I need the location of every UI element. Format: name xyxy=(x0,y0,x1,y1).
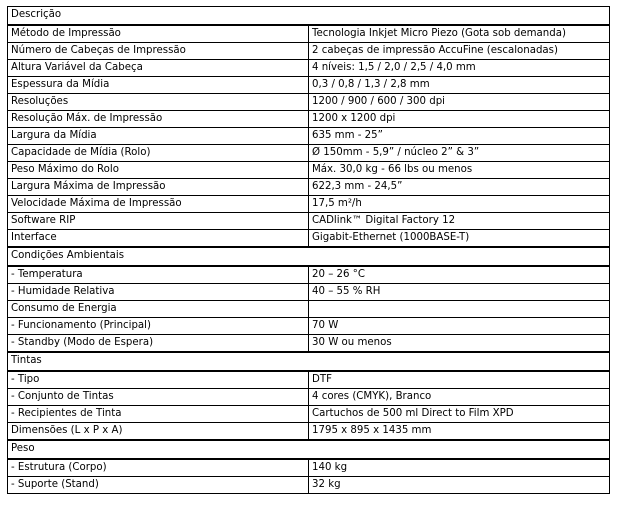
spec-label: - Estrutura (Corpo) xyxy=(8,459,309,477)
spec-value xyxy=(309,301,610,318)
spec-label: - Suporte (Stand) xyxy=(8,477,309,494)
spec-row xyxy=(8,213,610,230)
spec-value: Cartuchos de 500 ml Direct to Film XPD xyxy=(309,406,610,423)
spec-row xyxy=(8,111,610,128)
spec-row xyxy=(8,284,610,301)
spec-label: - Funcionamento (Principal) xyxy=(8,318,309,335)
spec-label: Consumo de Energia xyxy=(8,301,309,318)
spec-value: 1200 x 1200 dpi xyxy=(309,111,610,128)
spec-value: CADlink™ Digital Factory 12 xyxy=(309,213,610,230)
spec-label: - Humidade Relativa xyxy=(8,284,309,301)
spec-row xyxy=(8,389,610,406)
spec-value: 622,3 mm - 24,5” xyxy=(309,179,610,196)
spec-row xyxy=(8,301,610,318)
section-header: Tintas xyxy=(8,352,610,371)
spec-value: DTF xyxy=(309,371,610,389)
spec-label: Peso Máximo do Rolo xyxy=(8,162,309,179)
spec-row xyxy=(8,77,610,94)
spec-label: - Conjunto de Tintas xyxy=(8,389,309,406)
spec-row xyxy=(8,145,610,162)
spec-value: 30 W ou menos xyxy=(309,335,610,353)
spec-label: Número de Cabeças de Impressão xyxy=(8,43,309,60)
spec-label: Largura da Mídia xyxy=(8,128,309,145)
spec-row xyxy=(8,371,610,389)
spec-value: 40 – 55 % RH xyxy=(309,284,610,301)
spec-label: Resoluções xyxy=(8,94,309,111)
spec-row xyxy=(8,179,610,196)
spec-label: - Temperatura xyxy=(8,266,309,284)
spec-row xyxy=(8,60,610,77)
spec-label: Resolução Máx. de Impressão xyxy=(8,111,309,128)
spec-label: Software RIP xyxy=(8,213,309,230)
spec-row xyxy=(8,196,610,213)
spec-value: 635 mm - 25” xyxy=(309,128,610,145)
spec-value: 0,3 / 0,8 / 1,3 / 2,8 mm xyxy=(309,77,610,94)
spec-value: 17,5 m²/h xyxy=(309,196,610,213)
section-header: Condições Ambientais xyxy=(8,247,610,266)
section-header-row xyxy=(8,7,610,26)
spec-row xyxy=(8,335,610,353)
spec-label: Largura Máxima de Impressão xyxy=(8,179,309,196)
spec-row xyxy=(8,94,610,111)
spec-label: Velocidade Máxima de Impressão xyxy=(8,196,309,213)
spec-value: 2 cabeças de impressão AccuFine (escalonadas) xyxy=(309,43,610,60)
spec-row xyxy=(8,266,610,284)
section-header-row xyxy=(8,440,610,459)
spec-value: 32 kg xyxy=(309,477,610,494)
spec-value: Máx. 30,0 kg - 66 lbs ou menos xyxy=(309,162,610,179)
section-header-row xyxy=(8,352,610,371)
section-header-row xyxy=(8,247,610,266)
spec-label: Método de Impressão xyxy=(8,25,309,43)
spec-row xyxy=(8,230,610,248)
spec-label: Capacidade de Mídia (Rolo) xyxy=(8,145,309,162)
spec-row xyxy=(8,162,610,179)
spec-row xyxy=(8,43,610,60)
spec-value: 1200 / 900 / 600 / 300 dpi xyxy=(309,94,610,111)
spec-value: 140 kg xyxy=(309,459,610,477)
spec-value: 20 – 26 °C xyxy=(309,266,610,284)
spec-row xyxy=(8,459,610,477)
spec-value: Tecnologia Inkjet Micro Piezo (Gota sob demanda) xyxy=(309,25,610,43)
spec-label: Interface xyxy=(8,230,309,248)
spec-row xyxy=(8,128,610,145)
spec-row xyxy=(8,406,610,423)
spec-table xyxy=(7,6,610,494)
spec-label: Dimensões (L x P x A) xyxy=(8,423,309,441)
section-header: Peso xyxy=(8,440,610,459)
spec-value: Ø 150mm - 5,9” / núcleo 2” & 3” xyxy=(309,145,610,162)
spec-row xyxy=(8,477,610,494)
spec-label: Espessura da Mídia xyxy=(8,77,309,94)
spec-label: - Tipo xyxy=(8,371,309,389)
spec-row xyxy=(8,318,610,335)
spec-row xyxy=(8,25,610,43)
spec-row xyxy=(8,423,610,441)
spec-value: 4 níveis: 1,5 / 2,0 / 2,5 / 4,0 mm xyxy=(309,60,610,77)
spec-value: 4 cores (CMYK), Branco xyxy=(309,389,610,406)
spec-value: Gigabit-Ethernet (1000BASE-T) xyxy=(309,230,610,248)
spec-label: Altura Variável da Cabeça xyxy=(8,60,309,77)
spec-value: 70 W xyxy=(309,318,610,335)
spec-table-body xyxy=(8,7,610,494)
spec-label: - Recipientes de Tinta xyxy=(8,406,309,423)
section-header: Descrição xyxy=(8,7,610,26)
spec-label: - Standby (Modo de Espera) xyxy=(8,335,309,353)
spec-value: 1795 x 895 x 1435 mm xyxy=(309,423,610,441)
